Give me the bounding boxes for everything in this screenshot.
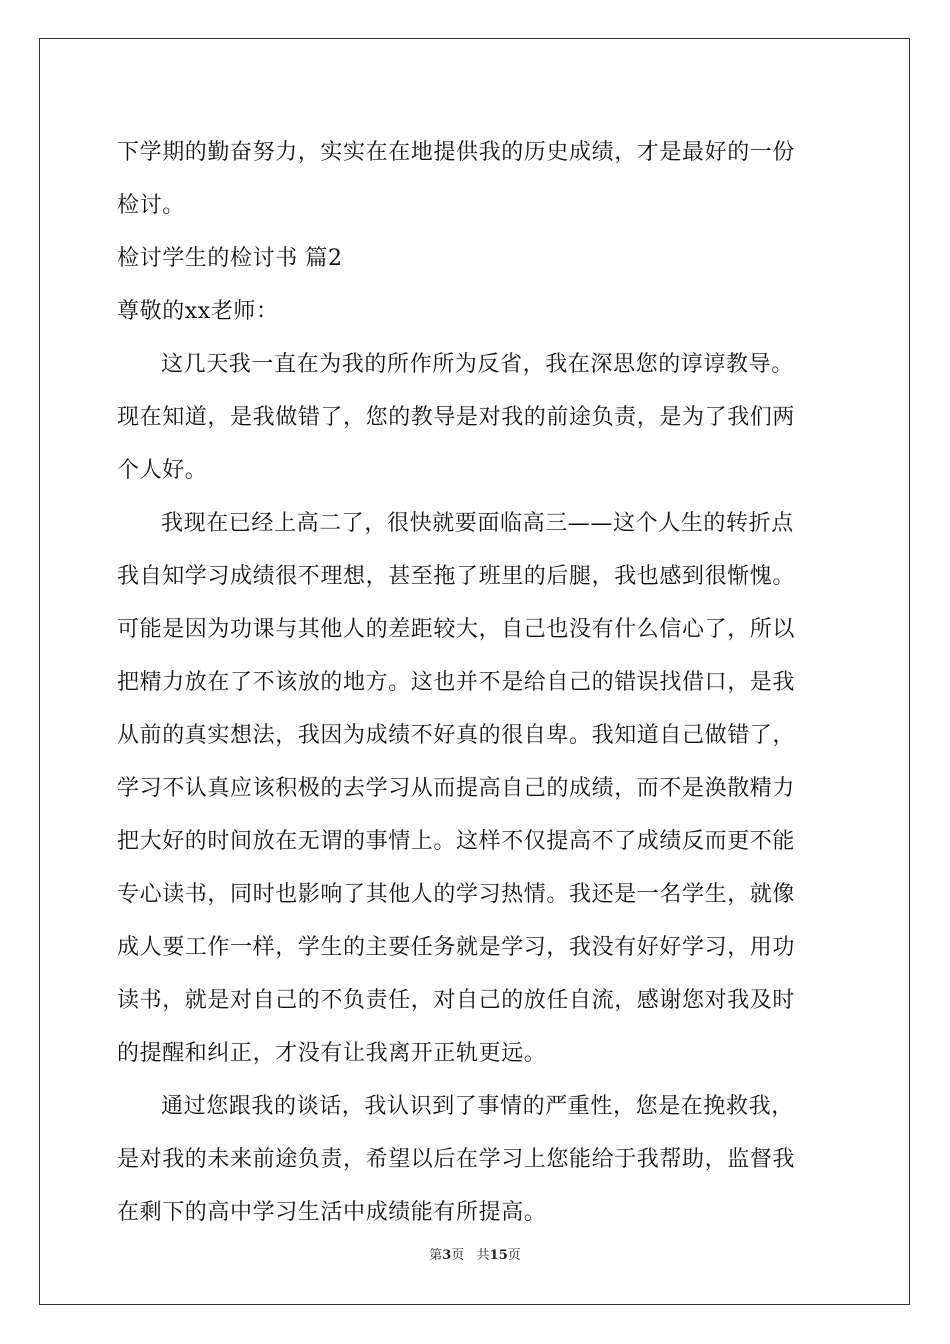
- text-line: 下学期的勤奋努力，实实在在地提供我的历史成绩，才是最好的一份: [117, 140, 796, 165]
- text-line: 的提醒和纠正，才没有让我离开正轨更远。: [117, 1041, 547, 1066]
- text-line: 成人要工作一样，学生的主要任务就是学习，我没有好好学习，用功: [117, 935, 796, 960]
- paragraph-start: 通过您跟我的谈话，我认识到了事情的严重性，您是在挽救我，: [161, 1094, 794, 1119]
- text-line: 从前的真实想法，我因为成绩不好真的很自卑。我知道自己做错了，: [117, 723, 796, 748]
- text-line: 是对我的未来前途负责，希望以后在学习上您能给于我帮助，监督我: [117, 1147, 796, 1172]
- salutation: 尊敬的xx老师：: [117, 299, 279, 324]
- paragraph-start: 这几天我一直在为我的所作所为反省，我在深思您的谆谆教导。: [161, 352, 794, 377]
- text-line: 我自知学习成绩很不理想，甚至拖了班里的后腿，我也感到很惭愧。: [117, 564, 796, 589]
- text-line: 学习不认真应该积极的去学习从而提高自己的成绩，而不是涣散精力: [117, 776, 796, 801]
- paragraph-start: 我现在已经上高二了，很快就要面临高三——这个人生的转折点: [161, 511, 794, 536]
- text-line: 个人好。: [117, 458, 208, 483]
- current-page-number: 3: [442, 1248, 452, 1263]
- text-line: 把大好的时间放在无谓的事情上。这样不仅提高不了成绩反而更不能: [117, 829, 796, 854]
- footer-prefix: 第: [429, 1248, 443, 1263]
- footer-suffix: 页: [507, 1248, 521, 1263]
- text-line: 把精力放在了不该放的地方。这也并不是给自己的错误找借口，是我: [117, 670, 796, 695]
- document-body: [117, 126, 833, 1239]
- text-line: 读书，就是对自己的不负责任，对自己的放任自流，感谢您对我及时: [117, 988, 796, 1013]
- text-line: 检讨。: [117, 193, 185, 218]
- text-line: 专心读书，同时也影响了其他人的学习热情。我还是一名学生，就像: [117, 882, 796, 907]
- total-pages-number: 15: [489, 1248, 508, 1263]
- text-line: 在剩下的高中学习生活中成绩能有所提高。: [117, 1200, 547, 1225]
- page-footer: [0, 1247, 950, 1265]
- text-line: 现在知道，是我做错了，您的教导是对我的前途负责，是为了我们两: [117, 405, 796, 430]
- section-heading: 检讨学生的检讨书 篇2: [117, 246, 343, 271]
- footer-mid: 页 共: [451, 1248, 490, 1263]
- text-line: 可能是因为功课与其他人的差距较大，自己也没有什么信心了，所以: [117, 617, 796, 642]
